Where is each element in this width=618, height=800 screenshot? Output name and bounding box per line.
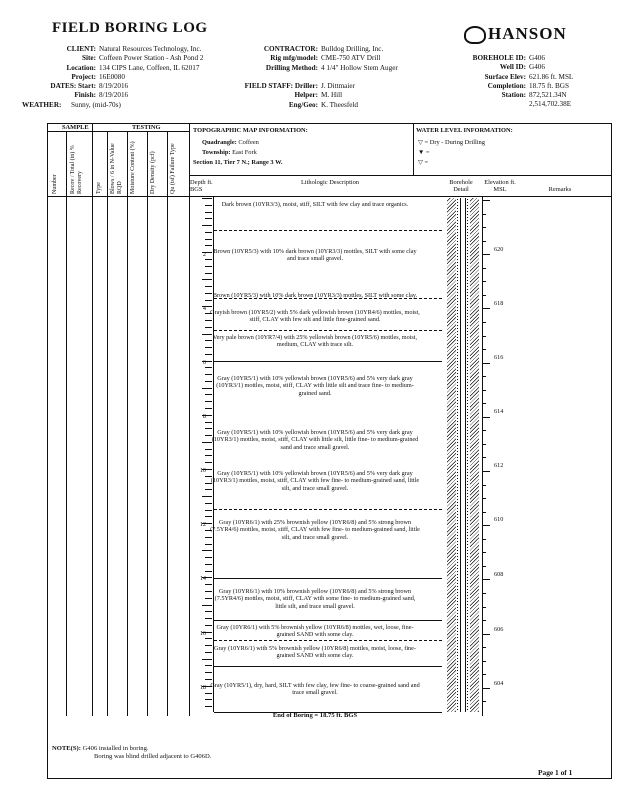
depth-tick bbox=[202, 198, 212, 199]
well-annulus-right bbox=[470, 198, 479, 712]
helper-value: M. Hill bbox=[321, 91, 343, 100]
litho-description: Grayish brown (10YR5/2) with 5% dark yellowish brown (10YR4/6) mottles, moist, stiff, CLAY with few silt and little fine-grained sand. bbox=[210, 309, 420, 324]
method-label: Drilling Method: bbox=[265, 63, 318, 72]
enggeo-label: Eng/Geo: bbox=[288, 100, 318, 109]
col-depth: Depth ft. BGS bbox=[190, 179, 213, 193]
finish-date-label: Finish: bbox=[74, 91, 96, 100]
water-line-3: ▽ = bbox=[418, 159, 429, 166]
col-remarks: Remarks bbox=[548, 186, 572, 193]
depth-tick bbox=[205, 665, 212, 666]
well-id-value: G406 bbox=[529, 63, 545, 72]
elevation-label: 604 bbox=[494, 680, 504, 687]
water-title: WATER LEVEL INFORMATION: bbox=[416, 127, 513, 134]
litho-description: Brown (10YR5/3) with 10% dark brown (10YR3/3) mottles, SILT with some clay and trace small gravel. bbox=[213, 248, 417, 263]
water-line-1: ▽ = Dry - During Drilling bbox=[418, 139, 485, 146]
depth-tick bbox=[205, 611, 212, 612]
contractor-value: Bulldog Drilling, Inc. bbox=[321, 45, 384, 53]
elevation-tick bbox=[482, 227, 486, 228]
depth-tick bbox=[205, 462, 212, 463]
driller-label: FIELD STAFF: Driller: bbox=[244, 82, 318, 91]
depth-tick bbox=[205, 245, 212, 246]
depth-label: 12 bbox=[199, 521, 206, 528]
depth-tick bbox=[205, 232, 212, 233]
project-value: 16E0080 bbox=[99, 72, 125, 81]
litho-description: Gray (10YR5/1) with 10% yellowish brown (10YR5/6) and 5% very dark gray (10YR3/1) mottles, moist, stiff, CLAY with little silt, little fine- to medium-grained sand and trace small gravel. bbox=[211, 429, 419, 451]
elevation-tick bbox=[482, 214, 486, 215]
litho-description: Gray (10YR5/1), dry, hard, SILT with few clay, few fine- to coarse-grained sand and trace small gravel. bbox=[210, 682, 420, 697]
depth-tick bbox=[202, 496, 212, 497]
depth-tick bbox=[205, 584, 212, 585]
weather-value: Sunny, (mid-70s) bbox=[71, 100, 121, 109]
col-borehole: Borehole Detail bbox=[449, 179, 473, 193]
elevation-label: 616 bbox=[494, 354, 504, 361]
elevation-tick bbox=[482, 241, 486, 242]
elevation-tick bbox=[482, 661, 486, 662]
header-right bbox=[448, 54, 573, 110]
depth-tick bbox=[205, 503, 212, 504]
depth-tick bbox=[205, 354, 212, 355]
elevation-ruler bbox=[482, 196, 492, 716]
depth-tick bbox=[205, 571, 212, 572]
depth-tick bbox=[202, 550, 212, 551]
water-line-2: ▼ = bbox=[418, 149, 430, 156]
method-value: 4 1/4" Hollow Stem Auger bbox=[321, 63, 398, 72]
elevation-tick bbox=[482, 539, 486, 540]
elevation-tick bbox=[482, 430, 486, 431]
layer-boundary bbox=[214, 620, 442, 621]
quadrangle-label: Quadrangle: bbox=[202, 139, 237, 146]
litho-description: Gray (10YR6/1) with 5% brownish yellow (10YR6/8) mottles, moist, loose, fine-grained SAND with some clay. bbox=[214, 645, 416, 660]
depth-tick bbox=[205, 544, 212, 545]
depth-tick bbox=[205, 706, 212, 707]
start-date-value: 8/19/2016 bbox=[99, 82, 129, 91]
elevation-tick bbox=[482, 552, 486, 553]
elevation-tick bbox=[482, 254, 490, 255]
elevation-tick bbox=[482, 376, 486, 377]
driller-value: J. Dittmaier bbox=[321, 82, 355, 91]
page-number: Page 1 of 1 bbox=[538, 768, 573, 777]
finish-date-value: 8/19/2016 bbox=[99, 91, 129, 100]
litho-description: Gray (10YR6/1) with 10% brownish yellow (10YR6/8) and 5% strong brown (7.5YR4/6) mottles, moist, stiff, CLAY with some fine- to medium-grained sand, little silt, and trace small gravel. bbox=[214, 588, 416, 610]
depth-tick bbox=[205, 564, 212, 565]
depth-label: 4 bbox=[202, 305, 206, 312]
elevation-tick bbox=[482, 390, 486, 391]
elevation-tick bbox=[482, 308, 490, 309]
col-qu: Qu (tsf) Failure Type bbox=[170, 143, 176, 194]
elevation-tick bbox=[482, 336, 486, 337]
client-label: CLIENT: bbox=[66, 45, 96, 53]
testing-heading: TESTING bbox=[132, 124, 161, 131]
quadrangle-row bbox=[202, 139, 259, 147]
depth-tick bbox=[205, 510, 212, 511]
elevation-tick bbox=[482, 322, 486, 323]
location-value: 134 CIPS Lane, Coffeen, IL 62017 bbox=[99, 63, 200, 72]
layer-boundary bbox=[214, 666, 442, 667]
logo-text: HANSON bbox=[488, 24, 567, 43]
helper-label: Helper: bbox=[294, 91, 318, 100]
notes-line: Boring was blind drilled adjacent to G406D. bbox=[94, 753, 212, 760]
elevation-tick bbox=[482, 457, 486, 458]
topo-title: TOPOGRAPHIC MAP INFORMATION: bbox=[193, 127, 308, 134]
notes-label: NOTE(S): bbox=[52, 745, 81, 752]
elevation-tick bbox=[482, 403, 486, 404]
col-type: Type bbox=[96, 182, 102, 194]
elevation-tick bbox=[482, 363, 490, 364]
elevation-tick bbox=[482, 268, 486, 269]
elevation-tick bbox=[482, 620, 486, 621]
col-litho: Lithologic Description bbox=[300, 179, 360, 186]
layer-boundary bbox=[214, 578, 442, 579]
layer-boundary bbox=[214, 640, 442, 641]
completion-label: Completion: bbox=[487, 81, 526, 90]
location-label: Location: bbox=[66, 63, 96, 72]
end-of-boring: End of Boring = 18.75 ft. BGS bbox=[272, 712, 358, 719]
station-value: 872,521.34N bbox=[529, 91, 567, 100]
depth-tick bbox=[205, 618, 212, 619]
surface-elev-label: Surface Elev: bbox=[484, 72, 526, 81]
borehole-id-label: BOREHOLE ID: bbox=[472, 54, 526, 62]
elevation-label: 614 bbox=[494, 408, 504, 415]
depth-tick bbox=[205, 455, 212, 456]
col-moisture: Moisture Content (%) bbox=[130, 141, 136, 194]
elevation-tick bbox=[482, 485, 486, 486]
layer-boundary bbox=[214, 509, 442, 510]
elevation-tick bbox=[482, 701, 486, 702]
col-recov: Recov / Total (in) % Recovery bbox=[70, 145, 83, 194]
depth-label: 18 bbox=[199, 684, 206, 691]
elevation-tick bbox=[482, 579, 490, 580]
start-date-label: DATES: Start: bbox=[50, 82, 96, 91]
station-label: Station: bbox=[501, 91, 526, 100]
elevation-label: 618 bbox=[494, 300, 504, 307]
well-annulus-left bbox=[447, 198, 456, 712]
header-left bbox=[22, 45, 203, 110]
notes-line: G406 installed in boring. bbox=[82, 745, 149, 752]
depth-tick bbox=[205, 557, 212, 558]
layer-boundary bbox=[214, 361, 442, 362]
depth-label: 6 bbox=[202, 359, 206, 366]
elevation-label: 608 bbox=[494, 571, 504, 578]
depth-tick bbox=[202, 279, 212, 280]
rig-label: Rig mfg/model: bbox=[270, 54, 318, 63]
depth-tick bbox=[205, 516, 212, 517]
elevation-tick bbox=[482, 688, 490, 689]
depth-tick bbox=[205, 422, 212, 423]
elevation-tick bbox=[482, 349, 486, 350]
borehole-id-value: G406 bbox=[529, 54, 545, 62]
depth-tick bbox=[205, 408, 212, 409]
elevation-label: 610 bbox=[494, 516, 504, 523]
elevation-tick bbox=[482, 471, 490, 472]
col-dry-density: Dry Density (pcf) bbox=[150, 151, 156, 194]
elevation-label: 606 bbox=[494, 626, 504, 633]
elevation-tick bbox=[482, 295, 486, 296]
elevation-tick bbox=[482, 647, 486, 648]
surface-elev-value: 621.86 ft. MSL bbox=[529, 72, 574, 81]
col-blows: Blows / 6 in N-Value RQD bbox=[110, 143, 123, 194]
layer-boundary bbox=[214, 230, 442, 231]
elevation-tick bbox=[482, 566, 486, 567]
elevation-tick bbox=[482, 417, 490, 418]
litho-description: Very pale brown (10YR7/4) with 25% yellowish brown (10YR5/6) mottles, moist, medium, CLAY with trace silt. bbox=[212, 334, 418, 349]
contractor-label: CONTRACTOR: bbox=[263, 45, 318, 53]
col-elevation: Elevation ft. MSL bbox=[484, 179, 516, 193]
depth-tick bbox=[205, 273, 212, 274]
depth-tick bbox=[205, 679, 212, 680]
elevation-tick bbox=[482, 444, 486, 445]
site-label: Site: bbox=[82, 54, 96, 63]
elevation-tick bbox=[482, 525, 490, 526]
quadrangle-value: Coffeen bbox=[238, 139, 259, 146]
layer-boundary bbox=[214, 330, 442, 331]
elevation-tick bbox=[482, 512, 486, 513]
notes bbox=[52, 745, 211, 761]
project-label: Project: bbox=[71, 72, 96, 81]
litho-description: Brown (10YR5/3) with 10% dark brown (10YR3/3) mottles, SILT with some clay. bbox=[212, 292, 418, 299]
header-mid bbox=[228, 45, 398, 110]
depth-tick bbox=[202, 225, 212, 226]
elevation-tick bbox=[482, 674, 486, 675]
depth-label: 8 bbox=[202, 413, 206, 420]
section-line: Section 11, Tier 7 N.; Range 3 W. bbox=[193, 159, 283, 166]
sample-heading: SAMPLE bbox=[62, 124, 89, 131]
elevation-tick bbox=[482, 200, 490, 201]
depth-tick bbox=[205, 239, 212, 240]
weather-label: WEATHER: bbox=[22, 100, 62, 109]
depth-label: 2 bbox=[202, 251, 206, 258]
elevation-tick bbox=[482, 607, 486, 608]
township-value: East Fork bbox=[232, 149, 257, 156]
litho-description: Dark brown (10YR3/3), moist, stiff, SILT with few clay and trace organics. bbox=[221, 201, 409, 208]
depth-tick bbox=[205, 212, 212, 213]
litho-description: Gray (10YR6/1) with 5% brownish yellow (10YR6/8) mottles, wet, loose, fine-grained SAND with some clay. bbox=[216, 624, 414, 639]
elevation-tick bbox=[482, 593, 486, 594]
depth-tick bbox=[205, 218, 212, 219]
site-value: Coffeen Power Station - Ash Pond 2 bbox=[99, 54, 204, 63]
litho-description: Gray (10YR5/1) with 10% yellowish brown (10YR5/6) and 5% very dark gray (10YR3/1) mottles, moist, stiff, CLAY with few fine- to medium-grained sand, little silt, and trace small gravel. bbox=[210, 470, 420, 492]
depth-tick bbox=[205, 266, 212, 267]
depth-label: 10 bbox=[199, 467, 206, 474]
township-label: Township: bbox=[202, 149, 231, 156]
depth-tick bbox=[205, 327, 212, 328]
elevation-label: 620 bbox=[494, 246, 504, 253]
col-number: Number bbox=[52, 174, 58, 194]
depth-tick bbox=[205, 401, 212, 402]
litho-description: Gray (10YR5/1) with 10% yellowish brown (10YR5/6) and 5% very dark gray (10YR3/1) mottles, moist, stiff, CLAY with little silt and trace fine- to medium-grained sand. bbox=[216, 375, 414, 397]
depth-label: 16 bbox=[199, 630, 206, 637]
elevation-tick bbox=[482, 634, 490, 635]
rig-value: CME-750 ATV Drill bbox=[321, 54, 381, 63]
station-east-value: 2,514,702.38E bbox=[529, 100, 572, 109]
page-title: FIELD BORING LOG bbox=[52, 20, 208, 36]
logo-icon bbox=[464, 26, 486, 44]
depth-tick bbox=[205, 286, 212, 287]
depth-label: 14 bbox=[199, 575, 206, 582]
client-value: Natural Resources Technology, Inc. bbox=[99, 45, 202, 53]
elevation-label: 612 bbox=[494, 462, 504, 469]
well-id-label: Well ID: bbox=[499, 63, 526, 72]
depth-tick bbox=[205, 300, 212, 301]
elevation-tick bbox=[482, 281, 486, 282]
elevation-tick bbox=[482, 498, 486, 499]
litho-description: Gray (10YR6/1) with 25% brownish yellow (10YR6/8) and 5% strong brown (7.5YR4/6) mottles, moist, stiff, CLAY with few fine- to medium-grained sand, little silt, and trace small gravel. bbox=[210, 519, 420, 541]
company-logo bbox=[464, 24, 567, 44]
completion-value: 18.75 ft. BGS bbox=[529, 81, 569, 90]
enggeo-value: K. Theesfeld bbox=[321, 100, 358, 109]
depth-tick bbox=[205, 367, 212, 368]
township-row bbox=[202, 149, 257, 157]
depth-tick bbox=[205, 699, 212, 700]
depth-tick bbox=[205, 672, 212, 673]
